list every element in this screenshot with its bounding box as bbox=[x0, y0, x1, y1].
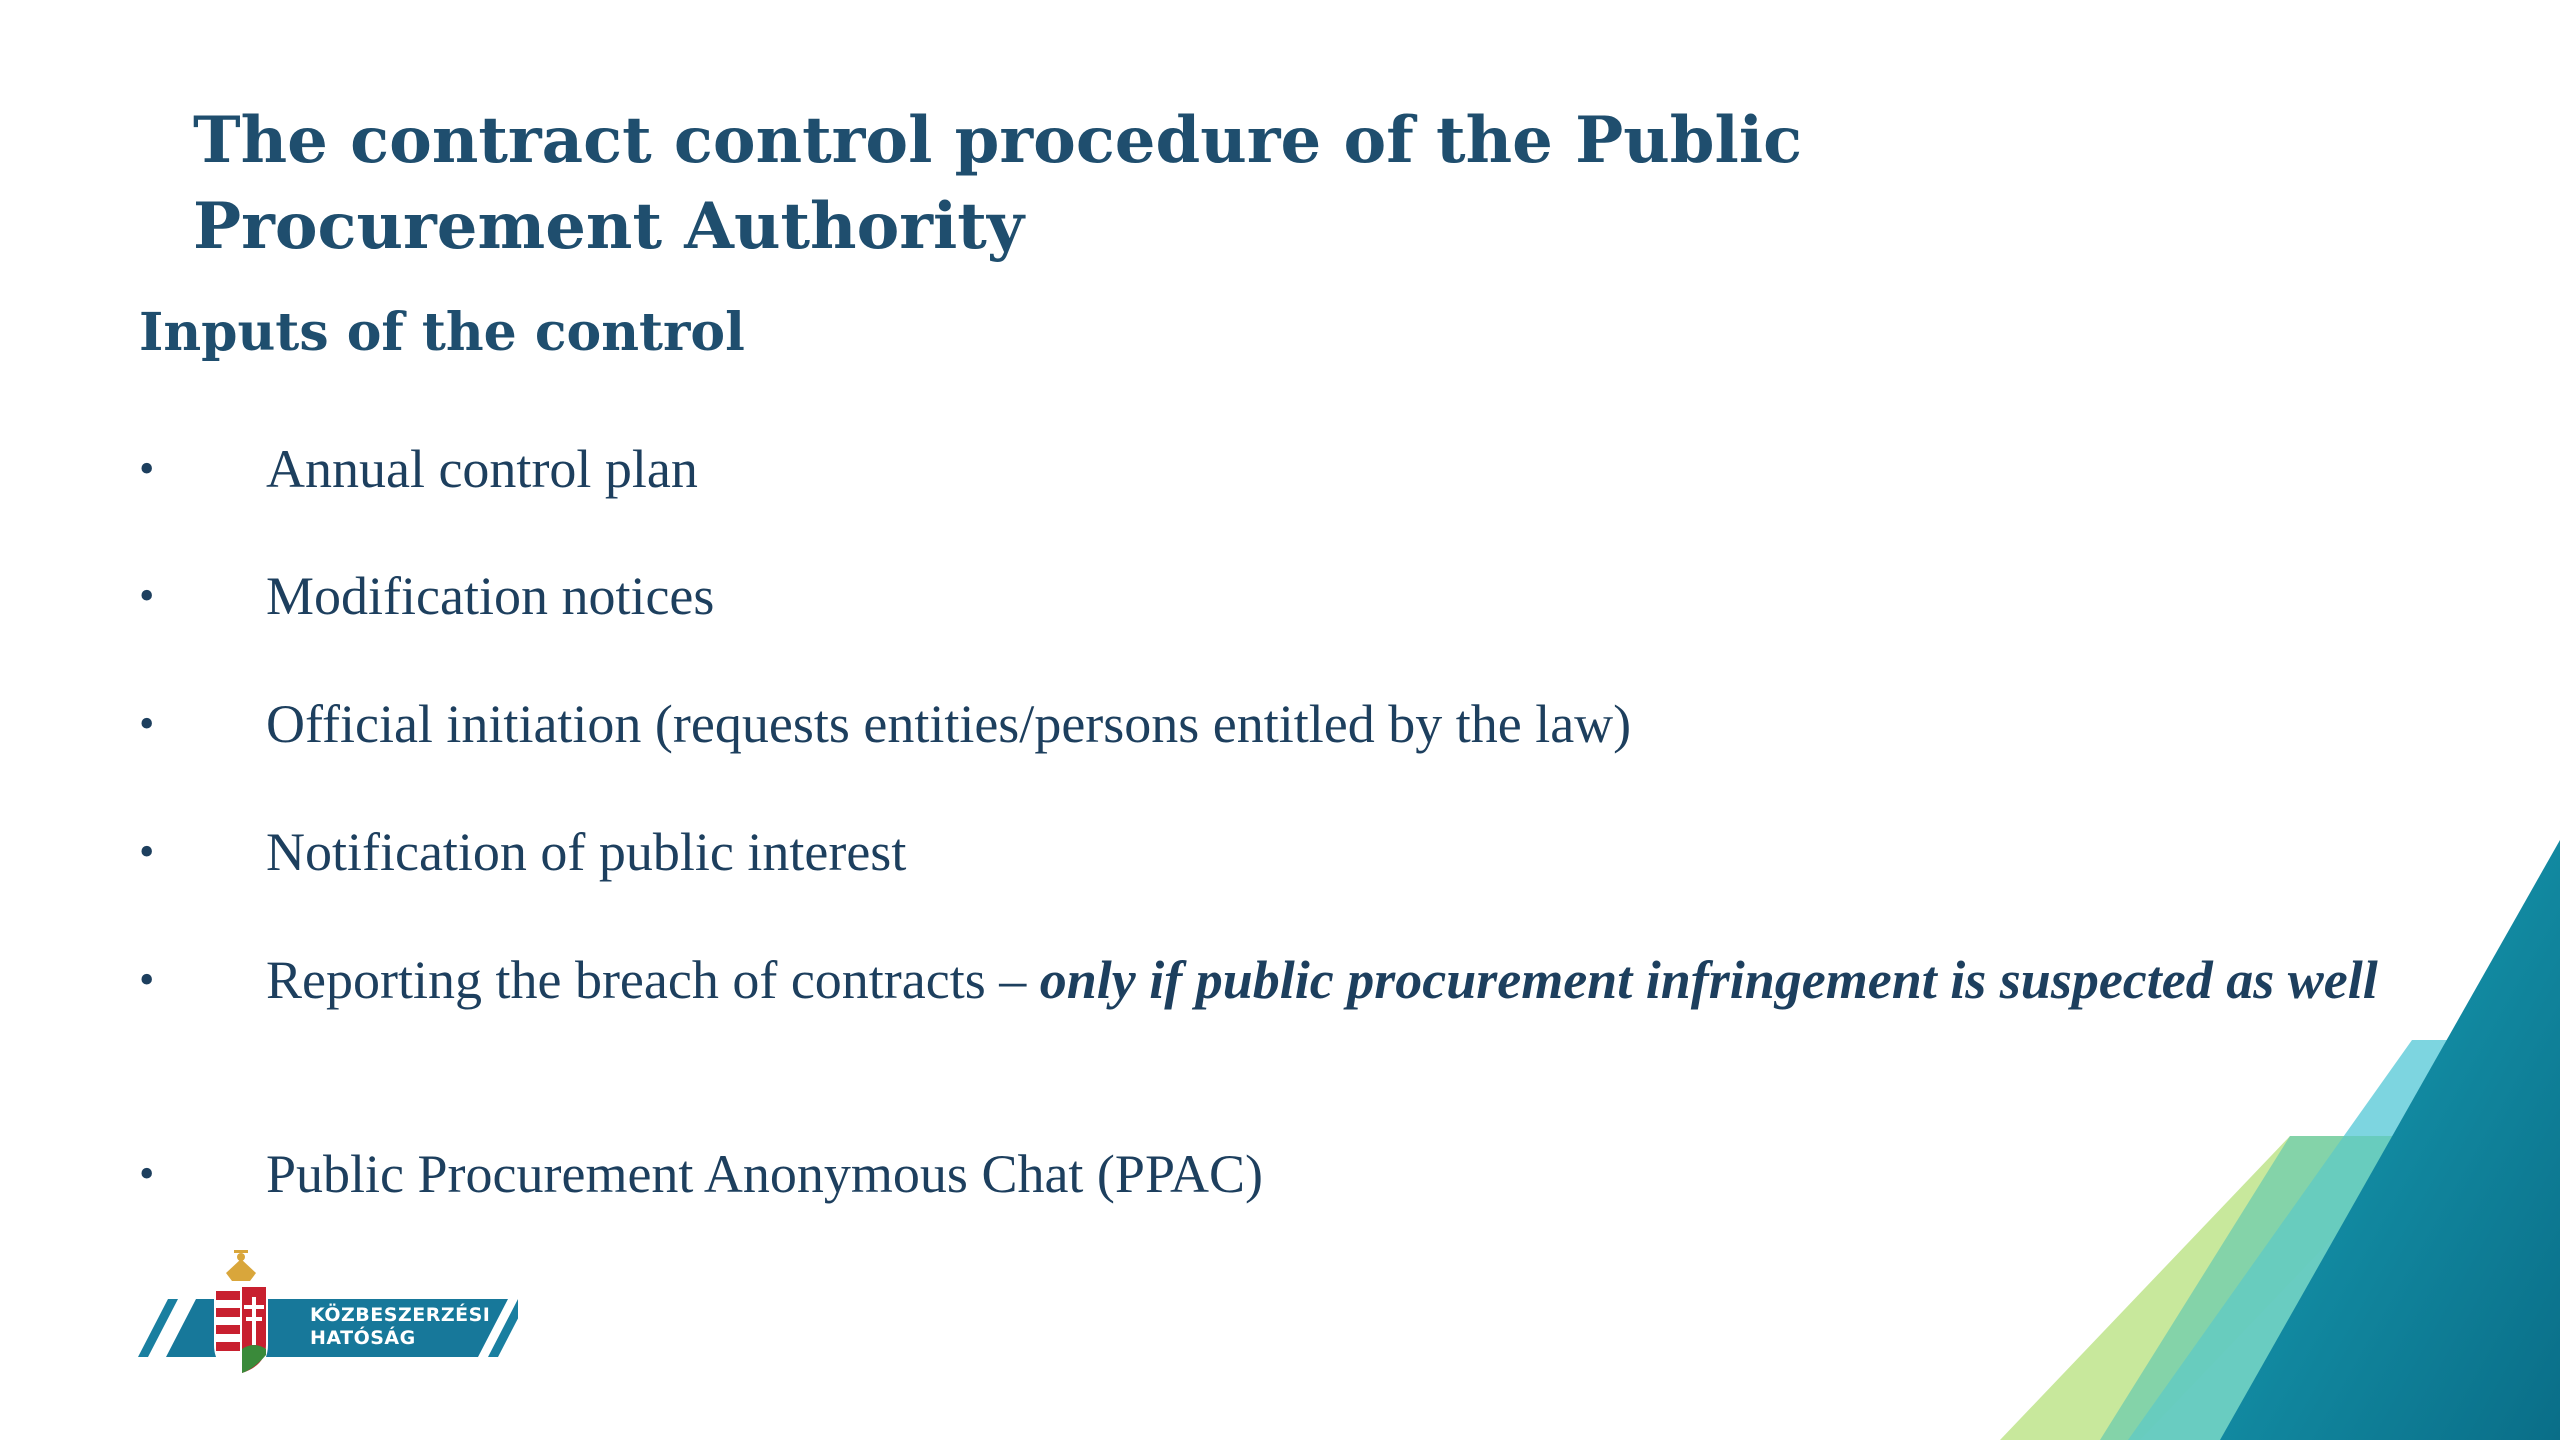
bullet-dot: • bbox=[139, 571, 155, 620]
bullet-text: Notification of public interest bbox=[266, 822, 907, 882]
hungarian-coat-of-arms-icon bbox=[214, 1250, 268, 1377]
logo-text-line2: HATÓSÁG bbox=[310, 1327, 416, 1349]
bullet-item bbox=[139, 564, 2379, 628]
slide-title: The contract control procedure of the Public Procurement Authority bbox=[193, 103, 1803, 264]
bullet-text-emphasis: only if public procurement infringement is suspected as well bbox=[1039, 950, 2378, 1010]
dark-teal-band-shape bbox=[2220, 840, 2560, 1440]
bullet-text: Annual control plan bbox=[266, 439, 698, 499]
bullet-text: Modification notices bbox=[266, 566, 715, 626]
bullet-text: Official initiation (requests entities/persons entitled by the law) bbox=[266, 694, 1632, 754]
bullet-text-plain: Reporting the breach of contracts – bbox=[266, 950, 1040, 1010]
bullet-text: Public Procurement Anonymous Chat (PPAC) bbox=[266, 1144, 1264, 1204]
logo-text bbox=[310, 1304, 490, 1350]
bullet-dot: • bbox=[139, 444, 155, 493]
slide-subtitle: Inputs of the control bbox=[139, 302, 745, 363]
bullet-item bbox=[139, 692, 2379, 756]
logo-text-line1: KÖZBESZERZÉSI bbox=[310, 1304, 491, 1326]
decorative-corner-shapes bbox=[2000, 840, 2560, 1440]
bullet-dot: • bbox=[139, 699, 155, 748]
bullet-dot: • bbox=[139, 955, 155, 1004]
bullet-dot: • bbox=[139, 827, 155, 876]
bullet-item bbox=[139, 437, 2379, 501]
authority-logo bbox=[138, 1245, 518, 1385]
bullet-dot: • bbox=[139, 1149, 155, 1198]
